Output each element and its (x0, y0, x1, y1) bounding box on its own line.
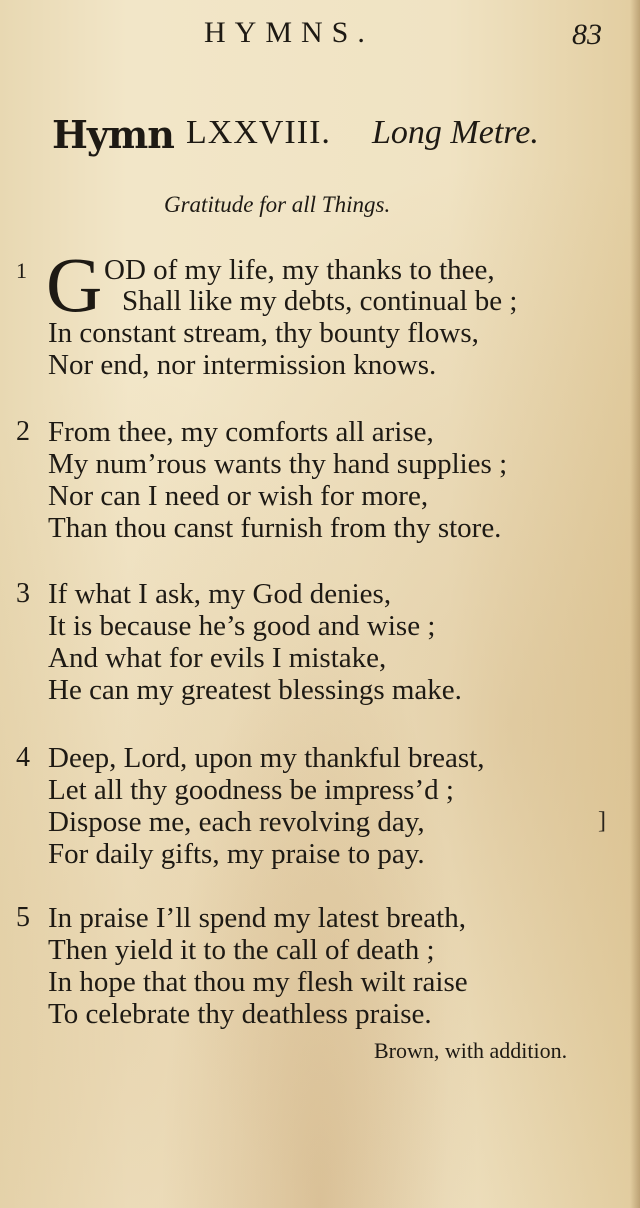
verse-line: Than thou canst furnish from thy store. (48, 512, 502, 544)
verse-line: It is because he’s good and wise ; (48, 610, 436, 642)
verse-line: OD of my life, my thanks to thee, (104, 254, 495, 286)
verse-line: If what I ask, my God denies, (48, 578, 392, 610)
verse-line: Shall like my debts, continual be ; (122, 285, 518, 317)
verse-line: For daily gifts, my praise to pay. (48, 838, 425, 870)
hymn-number: LXXVIII. (186, 114, 331, 151)
hymn-heading (52, 112, 612, 162)
verse-line: Let all thy goodness be impress’d ; (48, 774, 454, 806)
stanza-number: 3 (16, 578, 30, 609)
running-head (0, 16, 640, 56)
stanza-number: 2 (16, 416, 30, 447)
running-title: HYMNS. (204, 16, 374, 49)
verse-line: In constant stream, thy bounty flows, (48, 317, 479, 349)
verse-line: And what for evils I mistake, (48, 642, 387, 674)
verse-line: From thee, my comforts all arise, (48, 416, 434, 448)
stanza-number: 5 (16, 902, 30, 933)
hymn-metre: Long Metre. (372, 114, 539, 151)
page-number: 83 (572, 18, 602, 51)
attribution: Brown, with addition. (374, 1038, 568, 1063)
margin-mark: ] (598, 808, 606, 834)
verse-line: Nor can I need or wish for more, (48, 480, 429, 512)
verse-line: Nor end, nor intermission knows. (48, 349, 437, 381)
verse-line: My num’rous wants thy hand supplies ; (48, 448, 508, 480)
drop-cap: G (46, 241, 103, 328)
stanza-number: 1 (16, 258, 27, 283)
verse-line: To celebrate thy deathless praise. (48, 998, 432, 1030)
verse-line: Dispose me, each revolving day, (48, 806, 425, 838)
verse-line: In hope that thou my flesh wilt raise (48, 966, 468, 998)
verse-line: In praise I’ll spend my latest breath, (48, 902, 466, 934)
page-edge-shadow (630, 0, 640, 1208)
verse-line: Deep, Lord, upon my thankful breast, (48, 742, 485, 774)
verse-line: He can my greatest blessings make. (48, 674, 462, 706)
verse-line: Then yield it to the call of death ; (48, 934, 435, 966)
hymn-subtitle: Gratitude for all Things. (164, 192, 391, 217)
stanza-number: 4 (16, 742, 30, 773)
hymn-word: Hymn (52, 112, 174, 157)
